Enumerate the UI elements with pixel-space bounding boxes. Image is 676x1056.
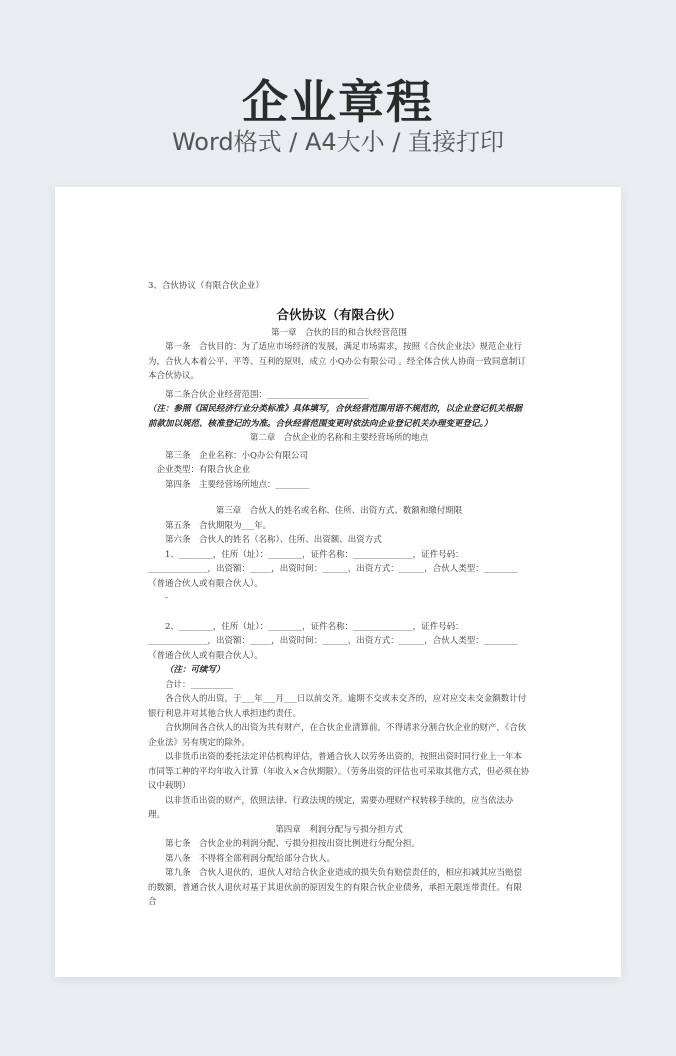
paragraph-valuation: 以非货币出资的委托法定评估机构评估，普通合伙人以劳务出资的，按照出资时同行业上一年本市同等工种的平均年收入计算（年收入×合伙期限）。（劳务出资的评估也可采取其他方式，但必须在协议中载明） [148,752,530,791]
chapter-1-heading: 第一章 合伙的目的和合伙经营范围 [270,327,407,338]
doc-title: 合伙协议（有限合伙） [276,306,402,322]
chapter-4-heading: 第四章 利润分配与亏损分担方式 [275,824,403,835]
chapter-3-heading: 第三章 合伙人的姓名或名称、住所、出资方式、数额和缴付期限 [215,506,463,516]
paragraph-common-property: 合伙期间各合伙人的出资为共有财产，在合伙企业清算前，不得请求分割合伙企业的财产，《合伙企业法》另有规定的除外。 [148,723,527,748]
page-title: 企业章程 [242,75,434,129]
note-continue: （注：可续写） [165,665,225,675]
article-8: 第八条 不得将全部利润分配给部分合伙人。 [165,853,336,864]
section-heading-label: 3、合伙协议（有限合伙企业） [148,281,264,291]
chapter-2-heading: 第二章 合伙企业的名称和主要经营场所的地点 [249,433,429,443]
partner-2: 2、________，住所（址）：________，证件名称：______________，证件号码：______________，出资额：_____，出资时间：______，出资方式：______，合伙人类型：________（普通合伙人或有限合伙人）。 [148,621,518,661]
article-1: 第一条 合伙目的：为了适应市场经济的发展，满足市场需求，按照《合伙企业法》规范企业行为，合伙人本着公平、平等、互利的原则，成立 小Q办公有限公司 。经全体合伙人协商一致同意制订本合伙协议。 [148,342,526,381]
article-2: 第二条合伙企业经营范围：________________________ [165,389,370,400]
partner-1: 1、________，住所（址）：________，证件名称：______________，证件号码：______________，出资额：_____，出资时间：______，出资方式：______，合伙人类型：________（普通合伙人或有限合伙人）。 [148,549,518,589]
note-business-scope: （注：参照《国民经济行业分类标准》具体填写，合伙经营范围用语不规范的，以企业登记机关根据前款加以规范、核准登记的为准。合伙经营范围变更时依法向企业登记机关办理变更登记。） [148,404,523,429]
paragraph-transfer: 以非货币出资的财产，依照法律、行政法规的规定，需要办理财产权转移手续的，应当依法办理。 [148,795,514,820]
page-subtitle: Word格式 / A4大小 / 直接打印 [171,128,505,156]
total-line: 合计：__________ [165,679,234,690]
article-9: 第九条 合伙人退伙的，退伙人对给合伙企业造成的损失负有赔偿责任的，相应扣减其应当赔偿的数额，普通合伙人退伙对基于其退伙前的原因发生的有限合伙企业债务，承担无限连带责任。有限合 [148,868,523,907]
article-4: 第四条 主要经营场所地点：________ [165,479,310,490]
paragraph-deadline: 各合伙人的出资，于___年___月___日以前交齐。逾期不交或未交齐的，应对应交未交金额数计付银行利息并对其他合伙人承担违约责任。 [148,694,527,719]
document-body [148,279,530,910]
article-6: 第六条 合伙人的姓名（名称）、住所、出资额、出资方式 [165,535,382,545]
article-5: 第五条 合伙期限为___年。 [165,520,272,531]
article-3: 第三条 企业名称：小Q办公有限公司 [165,450,308,461]
company-type: 企业类型：有限合伙企业 [156,465,251,475]
separator-dash: - [165,593,168,603]
document-page [55,187,621,977]
article-7: 第七条 合伙企业的利润分配、亏损分担按出资比例进行分配分担。 [165,839,421,849]
